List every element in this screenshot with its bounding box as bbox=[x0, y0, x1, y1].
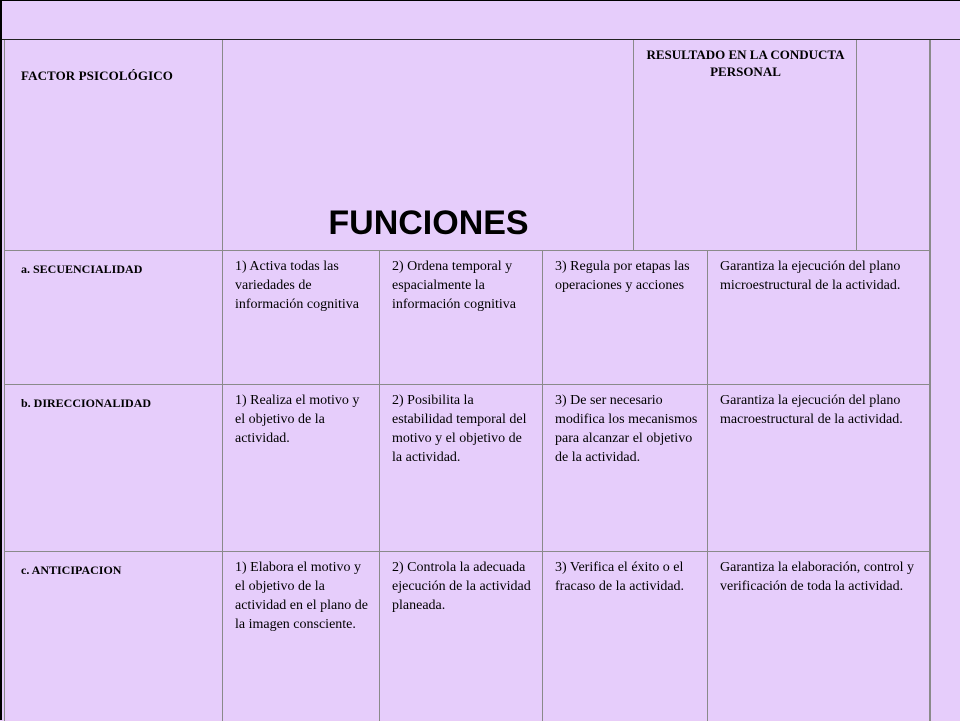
function-text: 3) Verifica el éxito o el fracaso de la actividad. bbox=[555, 560, 685, 594]
factor-label: a. SECUENCIALIDAD bbox=[21, 262, 143, 276]
header-functions-label: FUNCIONES bbox=[328, 204, 529, 242]
header-result-cell bbox=[634, 40, 857, 251]
result-text: Garantiza la elaboración, control y verificación de toda la actividad. bbox=[720, 560, 914, 594]
result-text: Garantiza la ejecución del plano microestructural de la actividad. bbox=[720, 259, 901, 293]
header-factor-cell bbox=[4, 40, 223, 251]
function-text: 3) De ser necesario modifica los mecanismos para alcanzar el objetivo de la actividad. bbox=[555, 393, 698, 465]
function-cell bbox=[380, 251, 543, 385]
result-cell bbox=[708, 385, 930, 552]
result-cell bbox=[708, 251, 930, 385]
factor-label: c. ANTICIPACION bbox=[21, 563, 122, 577]
function-cell bbox=[380, 385, 543, 552]
function-text: 1) Elabora el motivo y el objetivo de la actividad en el plano de la imagen consciente. bbox=[235, 560, 368, 632]
header-empty-cell bbox=[857, 40, 930, 251]
function-cell bbox=[223, 251, 380, 385]
function-cell bbox=[543, 251, 708, 385]
function-cell bbox=[543, 552, 708, 721]
function-cell bbox=[380, 552, 543, 721]
function-text: 2) Controla la adecuada ejecución de la actividad planeada. bbox=[392, 560, 531, 613]
header-functions-cell bbox=[223, 40, 634, 251]
table-row-label bbox=[4, 552, 223, 721]
function-text: 2) Ordena temporal y espacialmente la información cognitiva bbox=[392, 259, 517, 312]
header-factor-label: FACTOR PSICOLÓGICO bbox=[21, 68, 173, 83]
result-text: Garantiza la ejecución del plano macroestructural de la actividad. bbox=[720, 393, 903, 427]
result-cell bbox=[708, 552, 930, 721]
table-right-border bbox=[930, 40, 931, 721]
header-result-label: RESULTADO EN LA CONDUCTA PERSONAL bbox=[646, 47, 845, 79]
function-cell bbox=[223, 385, 380, 552]
function-text: 3) Regula por etapas las operaciones y acciones bbox=[555, 259, 690, 293]
function-cell bbox=[223, 552, 380, 721]
function-text: 1) Realiza el motivo y el objetivo de la actividad. bbox=[235, 393, 360, 446]
function-text: 2) Posibilita la estabilidad temporal del motivo y el objetivo de la actividad. bbox=[392, 393, 527, 465]
table-row-label bbox=[4, 385, 223, 552]
table-row-label bbox=[4, 251, 223, 385]
factor-label: b. DIRECCIONALIDAD bbox=[21, 396, 152, 410]
function-text: 1) Activa todas las variedades de información cognitiva bbox=[235, 259, 360, 312]
function-cell bbox=[543, 385, 708, 552]
